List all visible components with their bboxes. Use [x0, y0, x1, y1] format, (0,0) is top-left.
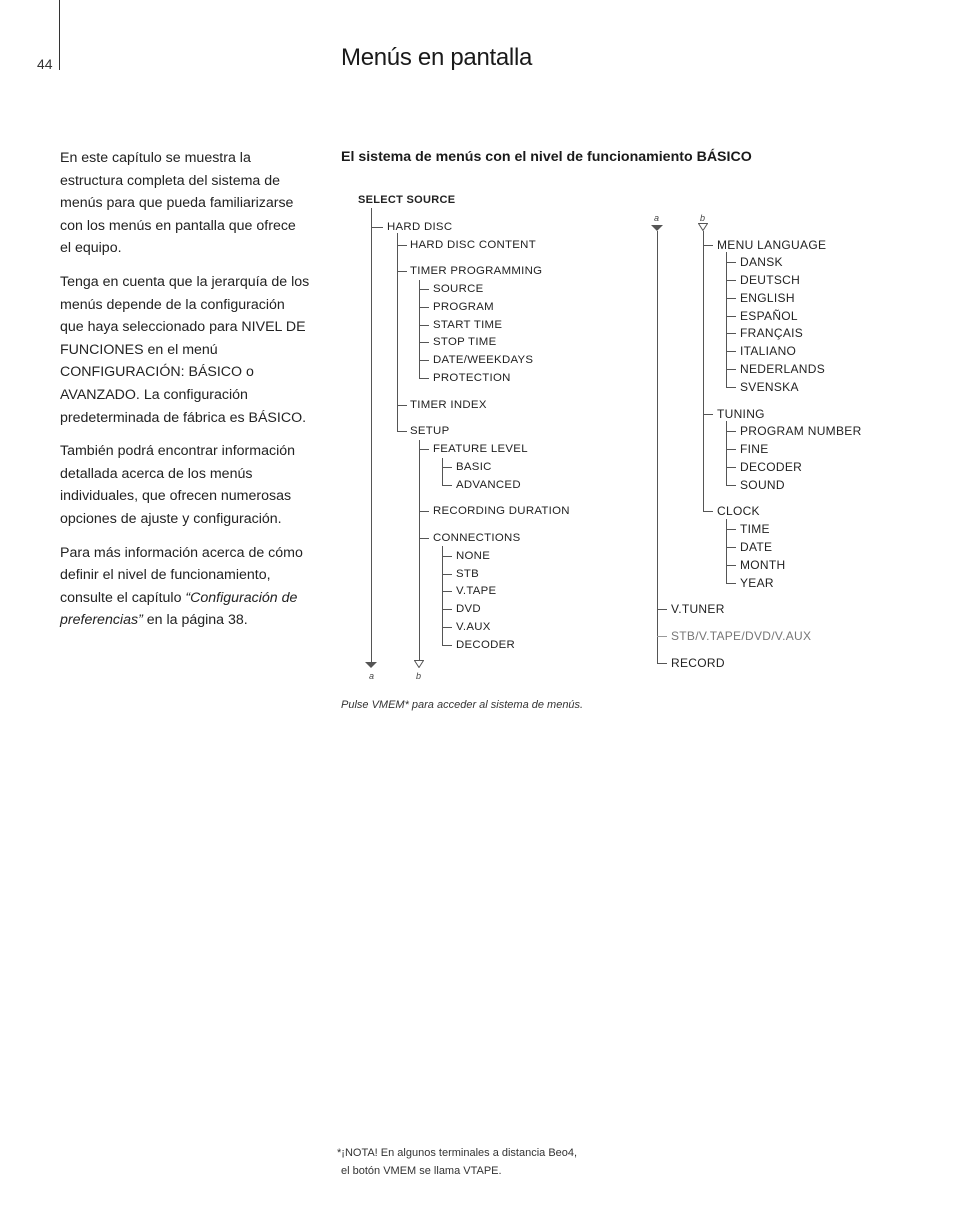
tree-branch: [657, 609, 667, 610]
tree-branch: [726, 387, 736, 388]
tree-branch: [726, 467, 736, 468]
tree-branch: [726, 431, 736, 432]
marker-a: a: [654, 213, 660, 223]
intro-paragraph: También podrá encontrar información detallada acerca de los menús individuales, que ofrecen numerosas opciones de ajuste y configuración.: [60, 443, 296, 527]
diagram-caption: Pulse VMEM* para acceder al sistema de menús.: [341, 699, 584, 711]
tree-root-label: SELECT SOURCE: [358, 194, 456, 206]
tree-branch: [419, 325, 429, 326]
tree-branch: [419, 360, 429, 361]
tree-branch: [442, 556, 452, 557]
tree-leaf-label: STB: [456, 568, 480, 580]
page-header-rule: [59, 0, 60, 70]
continuation-arrow-b: [414, 660, 424, 668]
tree-branch: [726, 298, 736, 299]
tree-connector-b: [419, 440, 420, 663]
tree-node-label: HARD DISC: [387, 221, 453, 233]
tree-leaf-label: DANSK: [740, 255, 783, 269]
tree-branch: [419, 307, 429, 308]
tree-branch: [419, 342, 429, 343]
tree-node-label: V.TUNER: [671, 602, 725, 616]
tree-branch: [726, 333, 736, 334]
tree-leaf-label: NONE: [456, 550, 491, 562]
tree-connector: [397, 233, 398, 432]
tree-branch: [657, 636, 667, 637]
tree-branch: [726, 583, 736, 584]
tree-branch: [442, 627, 452, 628]
tree-node-label: FEATURE LEVEL: [433, 443, 528, 455]
tree-branch: [726, 449, 736, 450]
tree-connector-b: [703, 231, 704, 511]
tree-leaf-label: DVD: [456, 603, 481, 615]
tree-branch: [397, 271, 407, 272]
tree-branch: [442, 591, 452, 592]
tree-leaf-label: PROGRAM NUMBER: [740, 424, 862, 438]
tree-branch: [726, 280, 736, 281]
tree-node-label: MENU LANGUAGE: [717, 238, 827, 252]
tree-leaf-label: V.AUX: [456, 621, 491, 633]
tree-branch: [419, 378, 429, 379]
tree-branch: [726, 565, 736, 566]
tree-branch: [397, 245, 407, 246]
tree-branch: [703, 414, 713, 415]
tree-leaf-label: BASIC: [456, 461, 492, 473]
tree-connector: [442, 458, 443, 486]
footnote-line: *¡NOTA! En algunos terminales a distancia Beo4,: [337, 1147, 578, 1159]
tree-connector: [419, 280, 420, 379]
tree-leaf-label: FINE: [740, 442, 769, 456]
tree-leaf-label: DATE/WEEKDAYS: [433, 354, 534, 366]
tree-branch: [703, 245, 713, 246]
tree-leaf-label: V.TAPE: [456, 585, 497, 597]
tree-leaf-label: DATE: [740, 540, 773, 554]
tree-leaf-label: YEAR: [740, 576, 774, 590]
footnote: [337, 1144, 577, 1180]
tree-branch: [419, 449, 429, 450]
tree-node-label: CLOCK: [717, 504, 760, 518]
tree-branch: [442, 485, 452, 486]
tree-branch: [703, 511, 713, 512]
tree-branch: [442, 467, 452, 468]
tree-leaf-label: FRANÇAIS: [740, 326, 804, 340]
section-title: El sistema de menús con el nivel de funcionamiento BÁSICO: [341, 149, 752, 165]
page-title: Menús en pantalla: [341, 44, 533, 71]
tree-branch: [442, 645, 452, 646]
tree-leaf-label: ADVANCED: [456, 479, 521, 491]
intro-paragraph: [60, 542, 310, 632]
tree-branch: [726, 529, 736, 530]
tree-node-label: CONNECTIONS: [433, 532, 521, 544]
tree-leaf-label: DECODER: [456, 639, 516, 651]
tree-branch: [397, 431, 407, 432]
tree-node-label: STB/V.TAPE/DVD/V.AUX: [671, 629, 812, 643]
tree-node-label: TIMER INDEX: [410, 399, 487, 411]
tree-leaf-label: TIME: [740, 522, 770, 536]
tree-leaf-label: DEUTSCH: [740, 273, 801, 287]
tree-leaf-label: STOP TIME: [433, 336, 497, 348]
tree-branch: [442, 574, 452, 575]
tree-node-label: TIMER PROGRAMMING: [410, 265, 543, 277]
tree-leaf-label: DECODER: [740, 460, 803, 474]
tree-leaf-label: SOUND: [740, 478, 785, 492]
chapter-reference: “Configuración de preferencias”: [60, 589, 298, 629]
tree-node-label: HARD DISC CONTENT: [410, 239, 536, 251]
continuation-arrow-b: [698, 223, 708, 231]
marker-b: b: [416, 671, 422, 681]
footnote-line: el botón VMEM se llama VTAPE.: [341, 1165, 502, 1177]
tree-leaf-label: PROTECTION: [433, 372, 511, 384]
tree-leaf-label: SVENSKA: [740, 380, 799, 394]
tree-node-label: TUNING: [717, 407, 765, 421]
tree-branch: [726, 316, 736, 317]
intro-text-fragment: Para más información acerca de cómo definir el nivel de funcionamiento, consulte el capítulo: [60, 544, 303, 606]
tree-branch: [419, 511, 429, 512]
intro-text: [60, 147, 310, 643]
tree-leaf-label: MONTH: [740, 558, 786, 572]
tree-branch: [726, 369, 736, 370]
tree-connector-a: [657, 231, 658, 663]
tree-branch: [726, 262, 736, 263]
page-number: 44: [37, 56, 53, 72]
continuation-arrow-a: [365, 662, 377, 668]
marker-b: b: [700, 213, 706, 223]
tree-connector: [726, 421, 727, 485]
tree-leaf-label: ENGLISH: [740, 291, 795, 305]
tree-branch: [726, 485, 736, 486]
tree-connector: [726, 252, 727, 387]
tree-leaf-label: SOURCE: [433, 283, 484, 295]
tree-leaf-label: START TIME: [433, 319, 503, 331]
marker-a: a: [369, 671, 375, 681]
tree-node-label: RECORDING DURATION: [433, 505, 570, 517]
tree-connector-a: [371, 208, 372, 663]
tree-node-label: SETUP: [410, 425, 450, 437]
tree-leaf-label: PROGRAM: [433, 301, 494, 313]
tree-branch: [419, 538, 429, 539]
intro-paragraph: En este capítulo se muestra la estructura completa del sistema de menús para que pueda familiarizarse con los menús en pantalla que ofrece el equipo.: [60, 150, 296, 257]
tree-branch: [397, 405, 407, 406]
continuation-arrow-a: [651, 225, 663, 231]
intro-paragraph: Tenga en cuenta que la jerarquía de los menús depende de la configuración que haya seleccionado para NIVEL DE FUNCIONES en el menú CONFIGURACIÓN: BÁSICO o AVANZADO. La configuración predeterminada de fábrica es BÁSICO.: [60, 273, 310, 426]
tree-branch: [442, 609, 452, 610]
tree-branch: [657, 663, 667, 664]
tree-leaf-label: ITALIANO: [740, 344, 797, 358]
tree-branch: [726, 351, 736, 352]
intro-text-fragment: en la página 38.: [142, 612, 248, 629]
tree-leaf-label: ESPAÑOL: [740, 309, 798, 323]
tree-branch: [419, 289, 429, 290]
tree-leaf-label: NEDERLANDS: [740, 362, 826, 376]
tree-branch: [726, 547, 736, 548]
tree-branch: [371, 227, 383, 228]
tree-connector: [726, 519, 727, 583]
tree-node-label: RECORD: [671, 656, 725, 670]
tree-connector: [442, 546, 443, 646]
